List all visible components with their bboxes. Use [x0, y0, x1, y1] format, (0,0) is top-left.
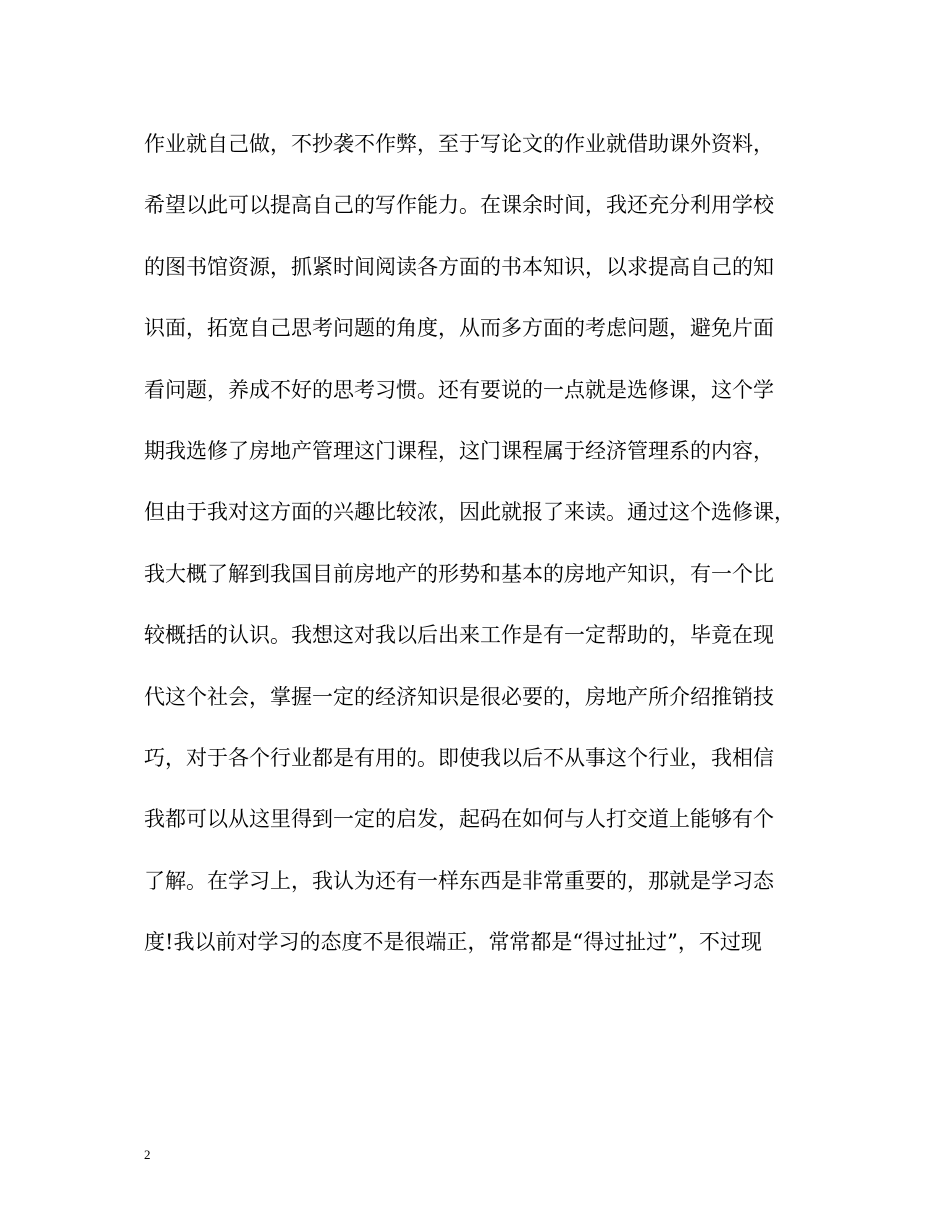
text-line-12: 我都可以从这里得到一定的启发，起码在如何与人打交道上能够有个 — [144, 807, 774, 832]
text-line-7: 但由于我对这方面的兴趣比较浓，因此就报了来读。通过这个选修课， — [144, 500, 795, 525]
page-number: 2 — [144, 1147, 151, 1162]
text-line-13: 了解。在学习上，我认为还有一样东西是非常重要的，那就是学习态 — [144, 868, 774, 893]
text-line-2: 希望以此可以提高自己的写作能力。在课余时间，我还充分利用学校 — [144, 193, 774, 218]
text-line-8: 我大概了解到我国目前房地产的形势和基本的房地产知识，有一个比 — [144, 561, 774, 586]
text-line-1: 作业就自己做，不抄袭不作弊，至于写论文的作业就借助课外资料， — [144, 132, 774, 156]
text-line-5: 看问题，养成不好的思考习惯。还有要说的一点就是选修课，这个学 — [144, 377, 774, 402]
text-line-9: 较概括的认识。我想这对我以后出来工作是有一定帮助的，毕竟在现 — [144, 623, 774, 648]
text-line-6: 期我选修了房地产管理这门课程，这门课程属于经济管理系的内容， — [144, 438, 774, 463]
text-line-11: 巧，对于各个行业都是有用的。即使我以后不从事这个行业，我相信 — [144, 745, 774, 770]
body-text — [144, 128, 814, 987]
text-line-14: 度!我以前对学习的态度不是很端正，常常都是“得过扯过”，不过现 — [144, 930, 762, 955]
text-line-10: 代这个社会，掌握一定的经济知识是很必要的，房地产所介绍推销技 — [144, 684, 774, 709]
text-line-3: 的图书馆资源，抓紧时间阅读各方面的书本知识，以求提高自己的知 — [144, 254, 774, 279]
text-line-4: 识面，拓宽自己思考问题的角度，从而多方面的考虑问题，避免片面 — [144, 316, 774, 341]
